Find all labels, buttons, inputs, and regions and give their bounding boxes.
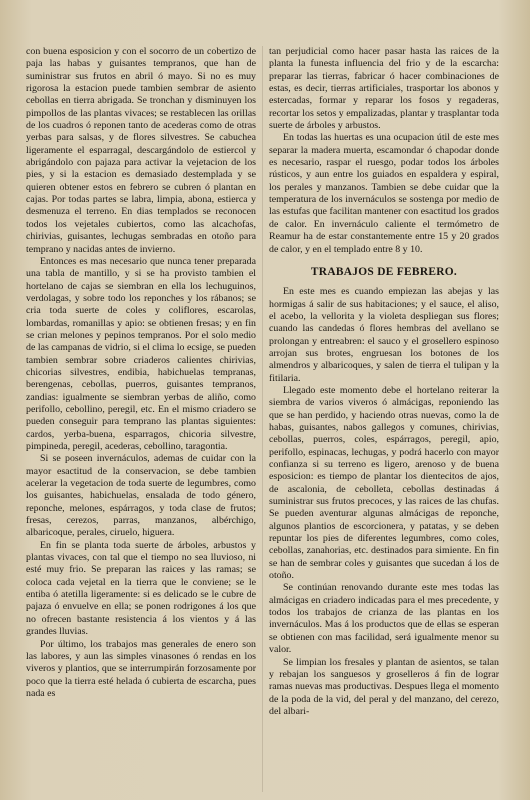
paragraph: Se continúan renovando durante este mes todas las almácigas en criadero indicadas para el mes precedente, y todos los trabajos de crianza de las plantas en los invernáculos. Mas á los productos que de ellas se esperan se obtienen con mas facilidad, será igualmente menor su valor. [269, 582, 499, 656]
paragraph: Se limpian los fresales y plantan de asientos, se talan y rebajan los sanguesos y groselleros á fin de lograr ramas nuevas mas productivas. Despues llega el momento de la poda de la vid, del peral y del manzano, del cerezo, del albari- [269, 656, 499, 717]
section-heading: TRABAJOS DE FEBRERO. [310, 265, 458, 278]
paragraph: Llegado este momento debe el hortelano reiterar la siembra de varios viveros ó almácigas, reponiendo las que se han perdido, y haciendo otras nuevas, como la de habas, guisantes, nabos gallegos y comunes, chirivias, cebollas, puerros, coles, espárragos, peregil, apio, perifollo, espinacas, lechugas, y podrá hacerlo con mayor confianza si su terreno es ligero, arenoso y de buena esposicion: es tiempo de plantar los dientecitos de ajos, de ascalonia, de cebolleta, cebollas destinadas á suministrar sus frutos precoces, y las raices de las chufas. Se pueden aventurar algunas almácigas de reponche, algunos plantios de escorcionera, y patatas, y se deben repuntar los pies de diferentes legumbres, como coles, cebollas, zanahorias, etc. destinados para simiente. En fin se han de sembrar coles y guisantes que sucedan á los de otoño. [269, 384, 499, 582]
right-column [269, 46, 499, 792]
left-column [26, 46, 256, 792]
paragraph: con buena esposicion y con el socorro de un cobertizo de paja las habas y guisantes tempranos, que han de suministrar sus frutos en abril ó mayo. Si no es muy rigorosa la estacion puede tambien sembrar de asiento cebollas en tierra abrigada. Se tronchan y disminuyen los pimpollos de las plantas vivaces; se restablecen las orillas de los cuadros ó reponen tanto de acederas como de otras yerbas para salsas, y de flores silvestres. Se cabuchea ligeramente el esparragal, descargándolo de estiercol y abrigándolo con pajaza para activar la vejetacion de los pies, y si la estacion es demasiado destemplada y se quieren obtener estos en febrero se cubren ó plantan en cajas. Por todas partes se labra, limpia, abona, estierca y desmenuza el terreno. En dias templados se reconocen todos los vejetales cubiertos, como las alcachofas, chirivias, guisantes, lechugas sembradas en otoño para temprano y nacidas antes de invierno. [26, 46, 256, 255]
paragraph: En todas las huertas es una ocupacion útil de este mes separar la madera muerta, escamondar ó chapodar donde es necesario, raspar el ruesgo, podar todos los árboles rústicos, y aun entre los guiados en espaldera y espiral, los perales y manzanos. Tambien se debe cuidar que la temperatura de los invernáculos se sostenga por medio de las estufas que facilitan mantener con esactitud los grados de calor. En invernáculo caliente el termómetro de Reamur ha de estar constantemente entre 15 y 20 grados de calor, y en el templado entre 8 y 10. [269, 132, 499, 255]
paragraph: Por último, los trabajos mas generales de enero son las labores, y aun las simples vinasones ó rendas en los viveros y plantios, que se interrumpirán forzosamente por poco que la tierra esté helada ó cubierta de escarcha, pues nada es [26, 638, 256, 699]
paragraph: tan perjudicial como hacer pasar hasta las raices de la planta la funesta influencia del frio y de la escarcha: preparar las tierras, fabricar ó hacer combinaciones de estas, es decir, tierras artificiales, trasportar los abonos y estercadas, formar y reparar los fosos y regaderas, recortar los setos y empalizadas, plantar y trasplantar toda suerte de árboles y arbustos. [269, 46, 499, 132]
paragraph: En fin se planta toda suerte de árboles, arbustos y plantas vivaces, con tal que el tiempo no sea lluvioso, ni esté muy frio. Se preparan las raices y las ramas; se coloca cada vejetal en la tierra que le conviene; se le entiba ó atetilla ligeramente: si es delicado se le cubre de pajaza ó envuelve en ella; se ponen rodrigones á los que no ofrecen bastante resistencia á los vientos y á las grandes lluvias. [26, 539, 256, 638]
column-divider [262, 46, 263, 792]
paragraph: Si se poseen invernáculos, ademas de cuidar con la mayor esactitud de la conservacion, se debe tambien acelerar la vegetacion de toda suerte de legumbres, como los guisantes, habichuelas, ensalada de todo género, reponche, melones, espárragos, y toda clase de frutos; fresas, cerezos, parras, manzanos, albérchigo, albaricoque, perales, ciruelo, higuera. [26, 453, 256, 539]
paragraph: Entonces es mas necesario que nunca tener preparada una tabla de mantillo, y si se ha provisto tambien el hortelano de cajas se siembran en ella los lechuguinos, verdolagas, y sobre todo los reponches y los rábanos; se cria toda suerte de coles y coliflores, escarolas, lombardas, romanillas y apio: se obtienen fresas; y en fin se crian melones y pepinos tempranos. Por el solo medio de las campanas de vidrio, si el clima lo ecsige, se pueden tambien sembrar sobre criaderos calientes chirivias, chicorias silvestres, endibia, habichuelas tempranas, berengenas, cebollas, puerros, guisantes tempranos, zandias: igualmente se siembran yerbas de aliño, como perifollo, cebollino, peregil, etc. En el mismo criadero se pueden conseguir para temprano las plantas siguientes: cardos, yerba-buena, esparragos, chicoria silvestre, pimpineda, peregil, acederas, cebollino, taragontia. [26, 255, 256, 452]
paragraph: En este mes es cuando empiezan las abejas y las hormigas á salir de sus habitaciones; y el sauce, el aliso, el acebo, la vellorita y la violeta despliegan sus flores; cuando las candedas ó flores hembras del avellano se prolongan y entreabren: el sauco y el grosellero espinoso arrojan sus brotes, engruesan los botones de los almendros y albaricoques, y salen de tierra el tulipan y la fitilaria. [269, 286, 499, 384]
